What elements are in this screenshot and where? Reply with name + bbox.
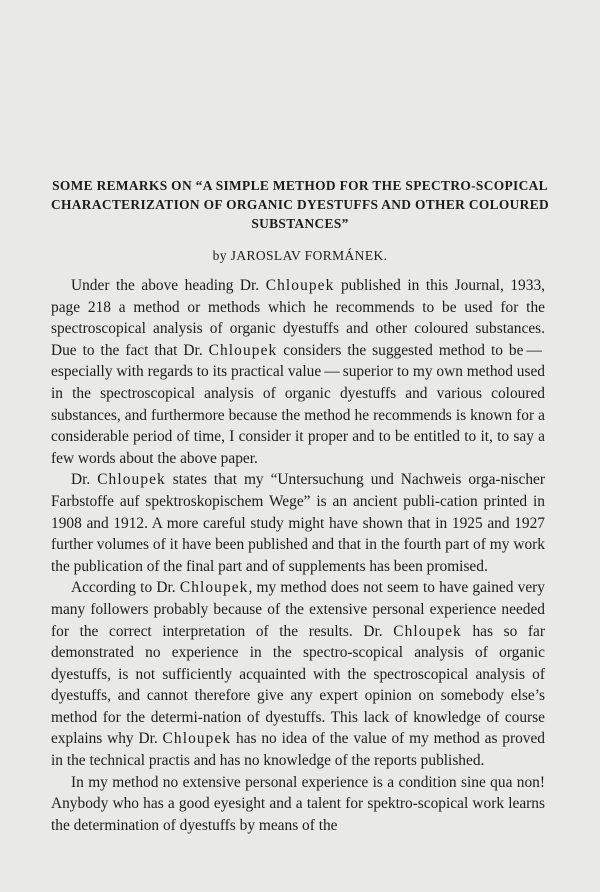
- paragraph-2: Dr. Chloupek states that my “Untersuchung und Nachweis orga-nischer Farbstoffe auf spektroskopischem Wege” is an ancient publi-cation printed in 1908 and 1912. A more careful study might have shown that in 1925 and 1927 further volumes of it have been published and that in the fourth part of my work the publication of the final part and of supplements has been promised.: [51, 471, 545, 575]
- article-body: [51, 275, 545, 836]
- author-name-ref: Chloupek: [179, 579, 249, 597]
- author-name-ref: Chloupek: [97, 471, 166, 489]
- author-byline: by JAROSLAV FORMÁNEK.: [212, 248, 388, 263]
- author-name-ref: Chloupek: [208, 341, 278, 359]
- paragraph-3: According to Dr. Chloupek, my method does not seem to have gained very many followers probably because of the extensive personal experience needed for the correct interpretation of the results. Dr. Chloupek has so far demonstrated no experience in the spectro-scopical analysis of organic dyestuffs, is not sufficiently acquainted with the spectroscopical analysis of dyestuffs, and cannot therefore give any expert opinion on somebody else’s method for the determi-nation of dyestuffs. This lack of knowledge of course explains why Dr. Chloupek has no idea of the value of my method as proved in the technical practis and has no knowledge of the reports published.: [51, 579, 546, 770]
- paragraph-4: In my method no extensive personal experience is a condition sine qua non! Anybody who has a good eyesight and a talent for spektro-scopical work learns the determination of dyestuffs by means of the: [51, 773, 545, 834]
- author-name-ref: Chloupek: [393, 622, 462, 640]
- article-title: SOME REMARKS ON “A SIMPLE METHOD FOR THE SPECTRO-SCOPICAL CHARACTERIZATION OF ORGANIC DYESTUFFS AND OTHER COLOURED SUBSTANCES”: [51, 178, 549, 231]
- paragraph-1: Under the above heading Dr. Chloupek published in this Journal, 1933, page 218 a method or methods which he recommends to be used for the spectroscopical analysis of organic dyestuffs and other coloured substances. Due to the fact that Dr. Chloupek considers the suggested method to be — especially with regards to its practical value — superior to my own method used in the spectroscopical analysis of organic dyestuffs and various coloured substances, and furthermore because the method he recommends is known for a considerable period of time, I consider it proper and to be entitled to it, to say a few words about the above paper.: [51, 277, 545, 467]
- author-name-ref: Chloupek: [162, 730, 232, 748]
- author-name-ref: Chloupek: [265, 277, 335, 294]
